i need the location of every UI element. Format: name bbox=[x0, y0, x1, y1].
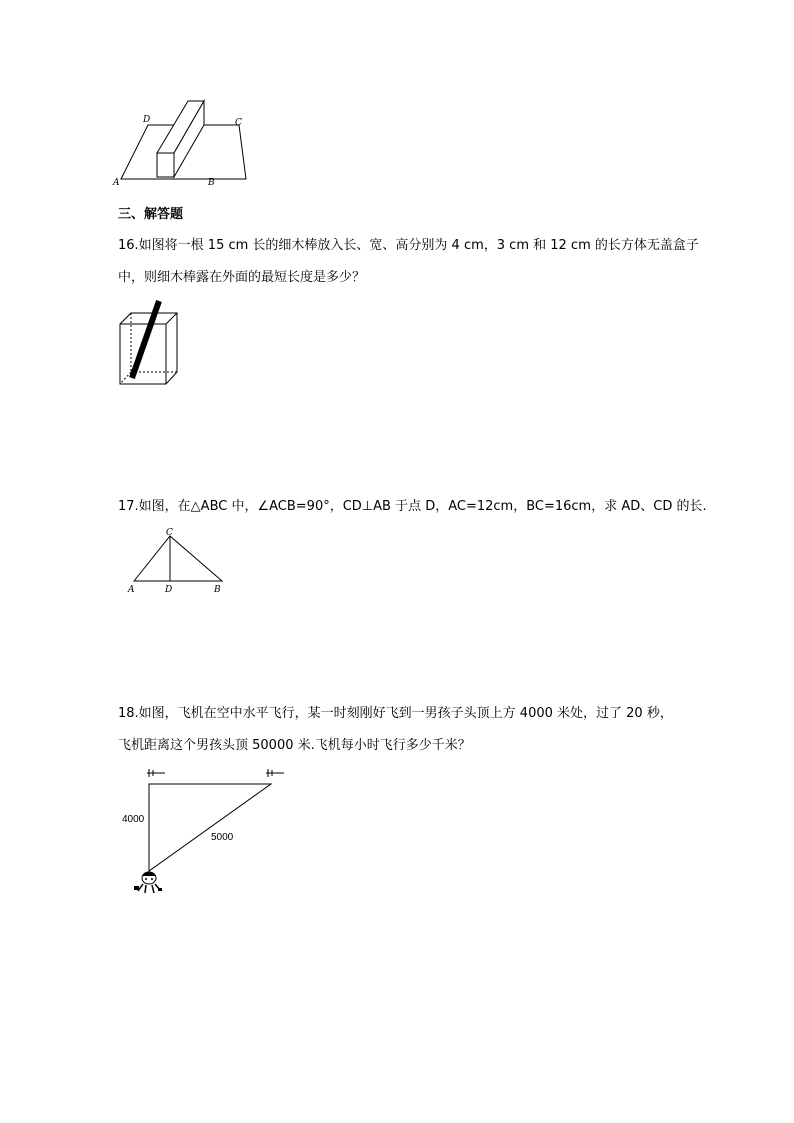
q18-line2: 飞机距离这个男孩头顶 50000 米.飞机每小时飞行多少千米？ bbox=[118, 738, 471, 753]
label-b: B bbox=[214, 585, 221, 595]
airplane-end-icon bbox=[266, 769, 284, 777]
right-triangle bbox=[149, 784, 271, 871]
label-d: D bbox=[165, 585, 173, 595]
parallelogram-bar-figure bbox=[112, 96, 252, 191]
triangle-abc-figure bbox=[124, 526, 228, 596]
airplane-start-icon bbox=[147, 769, 165, 777]
label-d: D bbox=[143, 115, 151, 125]
label-a: A bbox=[128, 585, 135, 595]
q16-line1: 16.如图将一根 15 cm 长的细木棒放入长、宽、高分别为 4 cm，3 cm 和 12 cm 的长方体无盖盒子 bbox=[118, 238, 699, 253]
q17-text: 17.如图，在△ABC 中，∠ACB=90°，CD⊥AB 于点 D，AC=12cm，BC=16cm，求 AD、CD 的长. bbox=[118, 499, 707, 514]
q16-line2: 中，则细木棒露在外面的最短长度是多少？ bbox=[118, 270, 366, 285]
triangle-abc bbox=[134, 536, 222, 581]
label-height: 4000 bbox=[122, 814, 145, 825]
label-c: C bbox=[235, 118, 242, 128]
boy-icon bbox=[134, 872, 162, 894]
bar-front-face bbox=[157, 153, 174, 177]
label-b: B bbox=[208, 178, 215, 188]
section-heading: 三、解答题 bbox=[118, 207, 184, 222]
label-a: A bbox=[113, 178, 120, 188]
airplane-triangle-figure bbox=[118, 764, 298, 898]
q18-line1: 18.如图，飞机在空中水平飞行，某一时刻刚好飞到一男孩子头顶上方 4000 米处，过了 20 秒， bbox=[118, 706, 673, 721]
box-stick-figure bbox=[114, 298, 184, 388]
label-c: C bbox=[166, 528, 173, 538]
label-hypotenuse: 5000 bbox=[211, 832, 234, 843]
